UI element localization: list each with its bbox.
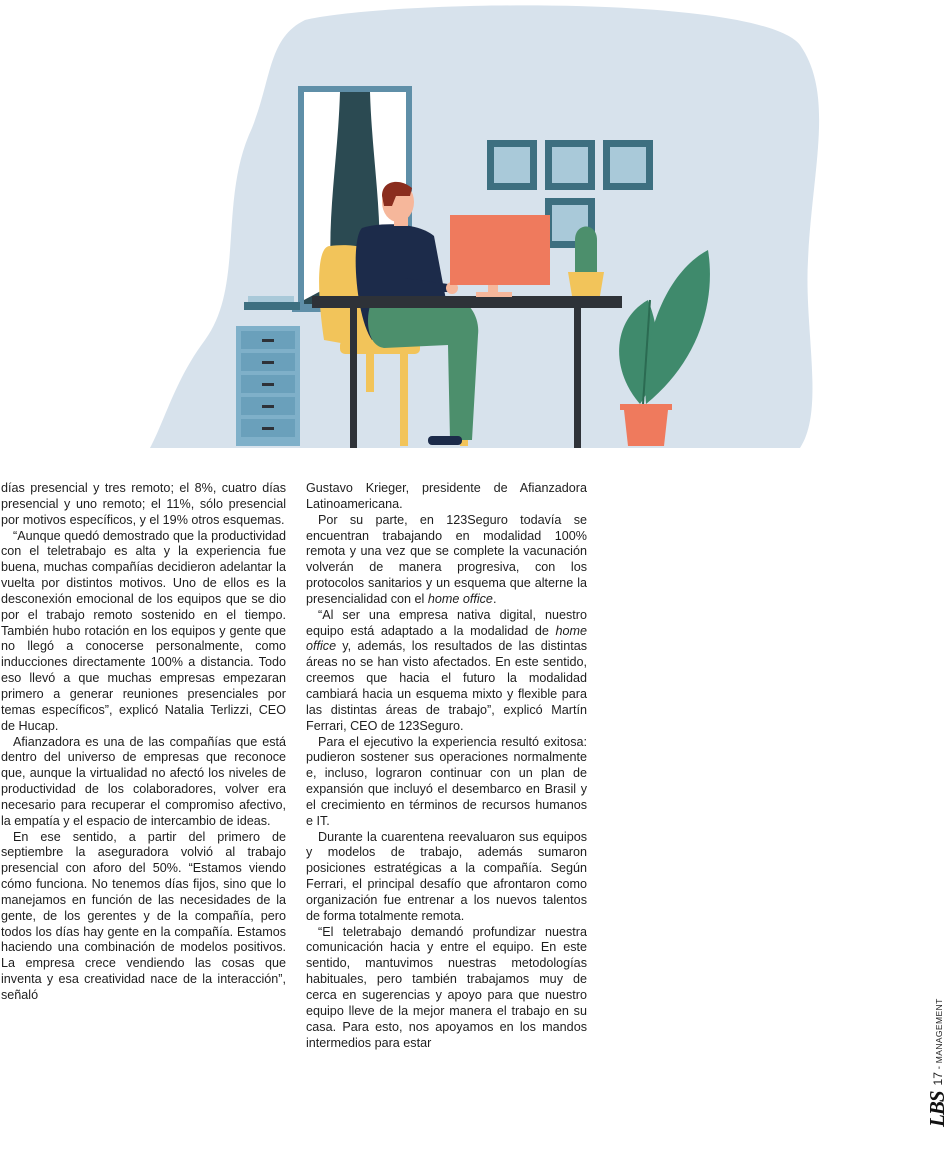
text-run: “Al ser una empresa nativa digital, nuestro equipo está adaptado a la modalidad de (306, 607, 587, 638)
lbs-logo: LBS (925, 1091, 949, 1127)
article-column-right (306, 481, 587, 1051)
page-folio (925, 998, 950, 1127)
article-paragraph (1, 830, 286, 1004)
text-run: En ese sentido, a partir del primero de septiembre la aseguradora volvió al trabajo presencial con aforo del 50%. “Estamos viendo cómo funciona. No tenemos días fijos, sino que lo manejamos en función de las necesidades de la gente, de los gerentes y de la compañía, pero todos los días hay gente en la compañía. Estamos haciendo una combinación de modelos positivos. La empresa crece vendiendo las cosas que inventa y esa creatividad nace de la interacción”, señaló (1, 829, 286, 1002)
section-name: MANAGEMENT (933, 998, 944, 1064)
article-paragraph (306, 608, 587, 735)
text-run: “El teletrabajo demandó profundizar nuestra comunicación hacia y entre el equipo. En este sentido, mantuvimos nuestras metodologías habituales, pero también trabajamos muy de cerca en sugerencias y apoyo para que nuestro equipo lleve de la mejor manera el trabajo en su casa. Para esto, nos apoyamos en los mandos intermedios para estar (306, 924, 587, 1050)
text-run: y, además, los resultados de las distintas áreas no se han visto afectados. En este sentido, creemos que hacia el futuro la modalidad cambiará hacia un esquema mixto y flexible para las distintas áreas de trabajo”, explicó Martín Ferrari, CEO de 123Seguro. (306, 639, 587, 733)
text-run: “Aunque quedó demostrado que la productividad con el teletrabajo es alta y la experiencia fue buena, muchas compañías decidieron adelantar la vuelta por distintos motivos. Uno de ellos es la desconexión emocional de los equipos que se dio por el trabajo remoto sostenido en el tiempo. También hubo rotación en los equipos y gente que no llegó a conocerse personalmente, como inducciones directamente 100% a distancia. Todo eso llevó a que muchas empresas empezaran primero a generar reuniones presenciales por temas específicos”, explicó Natalia Terlizzi, CEO de Hucap. (1, 528, 286, 733)
text-run: . (492, 591, 497, 606)
text-run: Gustavo Krieger, presidente de Afianzadora Latinoamericana. (306, 481, 587, 511)
italic-run: home office (427, 591, 493, 606)
text-run: Por su parte, en 123Seguro todavía se encuentran trabajando en modalidad 100% remota y una vez que se complete la vacunación volverán de manera progresiva, con los protocolos sanitarios y un esquema que alterne la presencialidad con el (306, 512, 587, 606)
article-paragraph (306, 513, 587, 608)
article-paragraph (306, 735, 587, 830)
article-paragraph (306, 481, 587, 513)
italic-run: home office (306, 623, 587, 654)
article-paragraph (306, 925, 587, 1052)
text-run: días presencial y tres remoto; el 8%, cuatro días presencial y uno remoto; el 11%, sólo presencial por motivos específicos, y el 19% otros esquemas. (1, 481, 286, 527)
article-paragraph (1, 481, 286, 529)
text-run: Para el ejecutivo la experiencia resultó exitosa: pudieron sostener sus operaciones normalmente e, incluso, lograron continuar con un plan de expansión que incluyó el desembarco en Brasil y el crecimiento en términos de recursos humanos e IT. (306, 734, 587, 828)
text-run: Durante la cuarentena reevaluaron sus equipos y modelos de trabajo, además sumaron posiciones estratégicas a la compañía. Según Ferrari, el principal desafío que afrontaron como organización fue entrenar a los nuevos talentos de forma totalmente remota. (306, 829, 587, 923)
article-paragraph (306, 830, 587, 925)
folio-separator: - (933, 1063, 945, 1073)
folio-label (931, 998, 945, 1085)
text-run: Afianzadora es una de las compañías que está dentro del universo de empresas que reconoce que, aunque la virtualidad no afectó los niveles de productividad de los colaboradores, volver era necesario para recuperar el compromiso afectivo, la empatía y el espacio de intercambio de ideas. (1, 734, 286, 828)
monitor (450, 215, 550, 297)
article-paragraph (1, 735, 286, 830)
home-office-illustration (150, 0, 820, 460)
article-column-left (1, 481, 286, 1004)
page-number: 17 (930, 1072, 945, 1086)
article-paragraph (1, 529, 286, 735)
